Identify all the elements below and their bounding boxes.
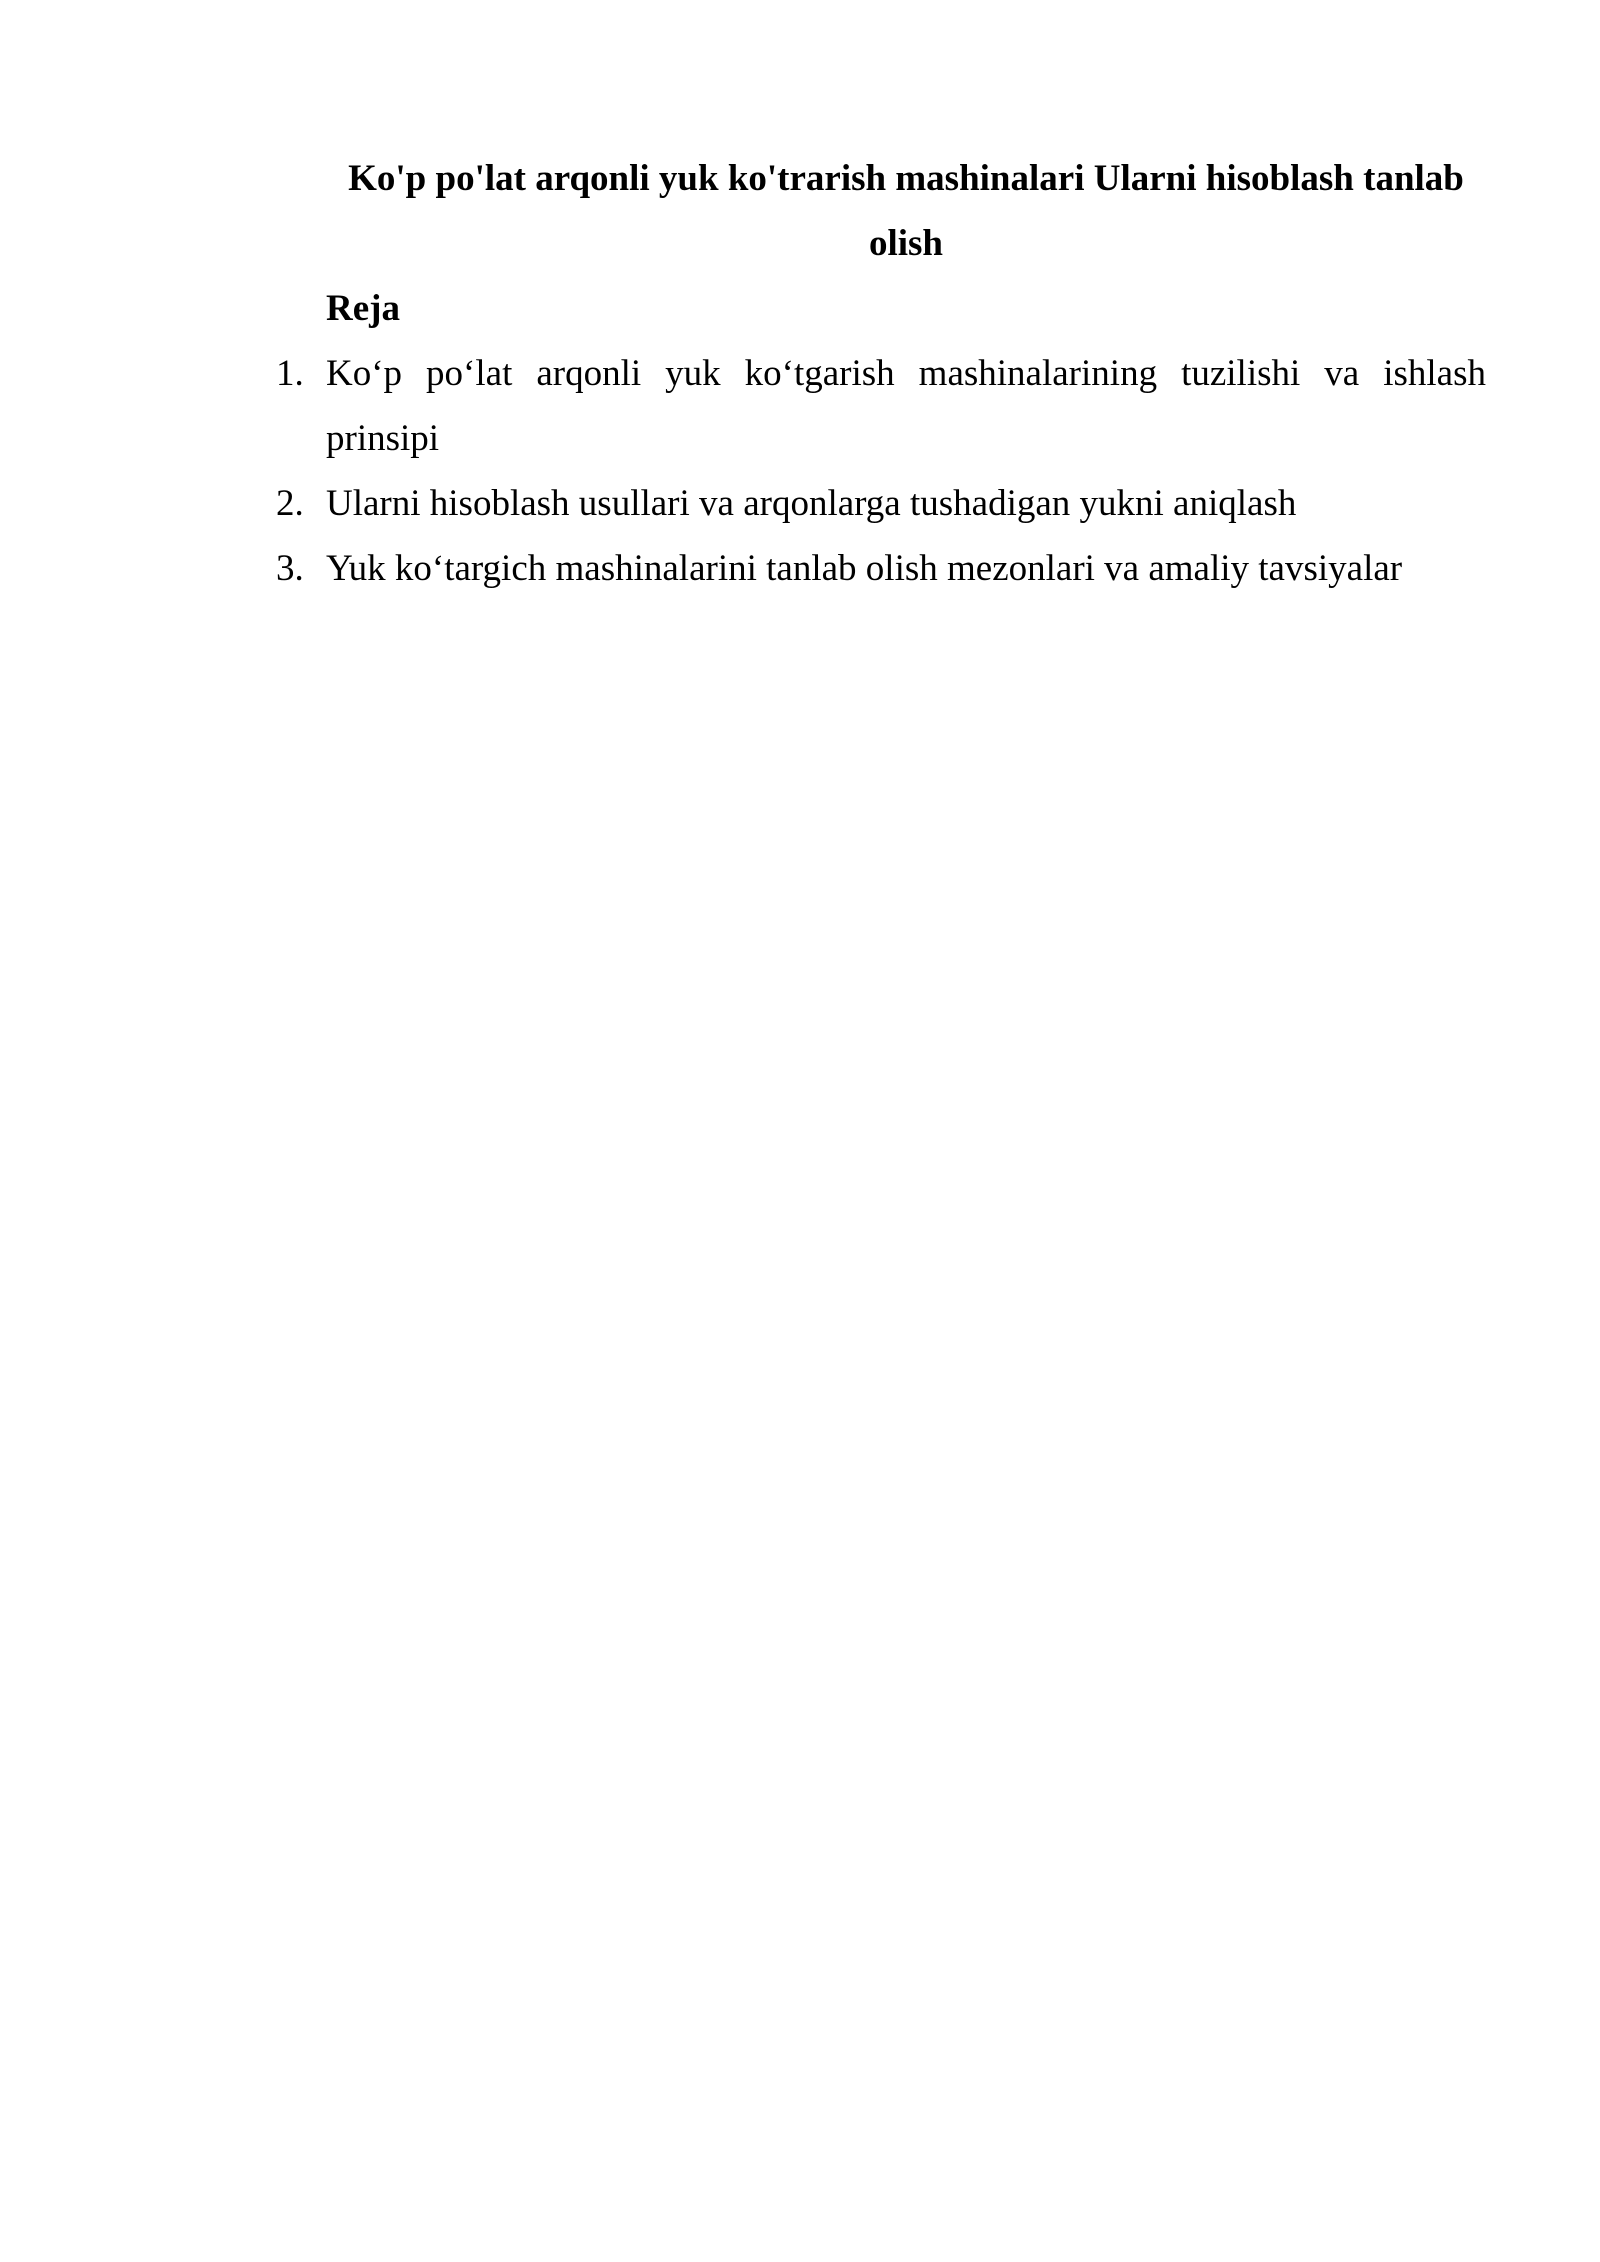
plan-item-text: Yuk ko‘targich mashinalarini tanlab olish mezonlari va amaliy tavsiyalar xyxy=(326,548,1403,589)
plan-item-text: Ularni hisoblash usullari va arqonlarga tushadigan yukni aniqlash xyxy=(326,483,1297,524)
plan-heading: Reja xyxy=(326,288,400,329)
plan-item xyxy=(0,341,1600,471)
plan-item xyxy=(0,471,1600,536)
document-title: Ko'p po'lat arqonli yuk ko'trarish mashinalari Ularni hisoblash tanlab olish xyxy=(348,158,1464,264)
plan-list xyxy=(0,341,1600,601)
plan-item-number: 2. xyxy=(276,483,304,524)
plan-item-number: 1. xyxy=(276,353,304,394)
plan-item-text: Ko‘p po‘lat arqonli yuk ko‘tgarish mashinalarining tuzilishi va ishlash prinsipi xyxy=(326,353,1486,459)
plan-item xyxy=(0,536,1600,601)
plan-item-number: 3. xyxy=(276,548,304,589)
